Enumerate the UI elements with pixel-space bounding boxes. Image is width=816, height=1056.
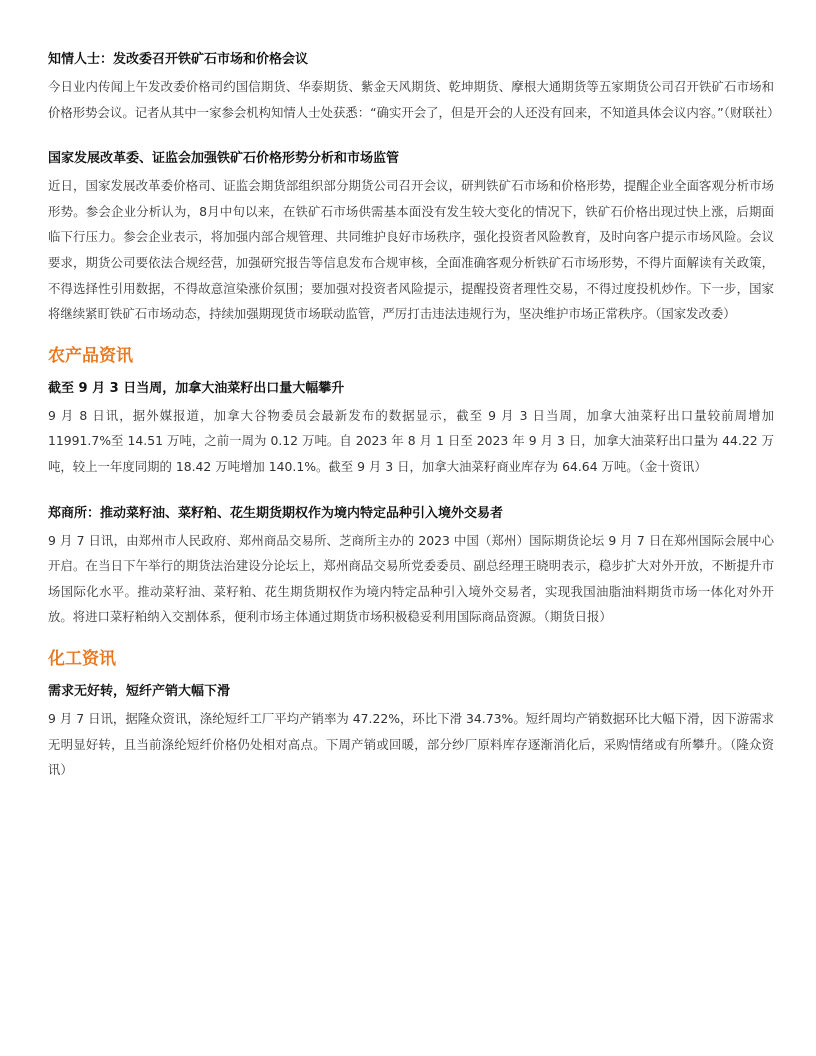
article-ndrc-csrc-supervision bbox=[48, 149, 774, 327]
spacer bbox=[48, 480, 774, 494]
article-zce-opening bbox=[48, 504, 774, 630]
article-body: 9 月 7 日讯，由郑州市人民政府、郑州商品交易所、芝商所主办的 2023 中国（郑州）国际期货论坛 9 月 7 日在郑州国际会展中心开启。在当日下午举行的期货法治建设分论坛上，郑州商品交易所党委委员、副总经理王晓明表示，稳步扩大对外开放，不断提升市场国际化水平。推动菜籽油、菜籽粕、花生期货期权作为境内特定品种引入境外交易者，实现我国油脂油料期货市场一体化对外开放。将进口菜籽粕纳入交割体系，便利市场主体通过期货市场积极稳妥利用国际商品资源。（期货日报） bbox=[48, 532, 774, 625]
article-title: 知情人士：发改委召开铁矿石市场和价格会议 bbox=[48, 52, 309, 67]
spacer bbox=[48, 125, 774, 139]
article-body: 9 月 8 日讯，据外媒报道，加拿大谷物委员会最新发布的数据显示，截至 9 月 3 日当周，加拿大油菜籽出口量较前周增加 11991.7%至 14.51 万吨，之前一周为 0.12 万吨。自 2023 年 8 月 1 日至 2023 年 9 月 3 日，加拿大油菜籽出口量为 44.22 万吨，较上一年度同期的 18.42 万吨增加 140.1%。截至 9 月 3 日，加拿大油菜籽商业库存为 64.64 万吨。（金十资讯） bbox=[48, 407, 774, 474]
section-heading-chemicals: 化工资讯 bbox=[48, 648, 116, 669]
section-heading-agriculture: 农产品资讯 bbox=[48, 345, 133, 366]
article-body: 近日，国家发展改革委价格司、证监会期货部组织部分期货公司召开会议，研判铁矿石市场和价格形势，提醒企业全面客观分析市场形势。参会企业分析认为，8月中旬以来，在铁矿石市场供需基本面没有发生较大变化的情况下，铁矿石价格出现过快上涨，后期面临下行压力。参会企业表示，将加强内部合规管理、共同维护良好市场秩序，强化投资者风险教育，及时向客户提示市场风险。会议要求，期货公司要依法合规经营，加强研究报告等信息发布合规审核，全面准确客观分析铁矿石市场形势，不得片面解读有关政策，不得选择性引用数据，不得故意渲染涨价氛围；要加强对投资者风险提示，提醒投资者理性交易，不得过度投机炒作。下一步，国家将继续紧盯铁矿石市场动态，持续加强期现货市场联动监管，严厉打击违法违规行为，坚决维护市场正常秩序。（国家发改委） bbox=[48, 178, 774, 322]
document-page bbox=[48, 40, 780, 783]
article-body: 9 月 7 日讯，据隆众资讯，涤纶短纤工厂平均产销率为 47.22%，环比下滑 34.73%。短纤周均产销数据环比大幅下滑，因下游需求无明显好转，且当前涤纶短纤价格仍处相对高点。下周产销或回暖，部分纱厂原料库存逐渐消化后，采购情绪或有所攀升。（隆众资讯） bbox=[48, 710, 774, 778]
article-iron-ore-meeting bbox=[48, 50, 780, 125]
article-staple-fiber bbox=[48, 682, 774, 783]
article-title: 截至 9 月 3 日当周，加拿大油菜籽出口量大幅攀升 bbox=[48, 380, 345, 396]
article-body: 今日业内传闻上午发改委价格司约国信期货、华泰期货、紫金天风期货、乾坤期货、摩根大通期货等五家期货公司召开铁矿石市场和价格形势会议。记者从其中一家参会机构知情人士处获悉：“确实开会了，但是开会的人还没有回来，不知道具体会议内容。”（财联社） bbox=[48, 79, 780, 120]
article-canola-exports bbox=[48, 379, 774, 480]
article-title: 国家发展改革委、证监会加强铁矿石价格形势分析和市场监管 bbox=[48, 151, 400, 167]
article-title: 郑商所：推动菜籽油、菜籽粕、花生期货期权作为境内特定品种引入境外交易者 bbox=[48, 505, 504, 521]
article-title: 需求无好转，短纤产销大幅下滑 bbox=[48, 683, 231, 699]
